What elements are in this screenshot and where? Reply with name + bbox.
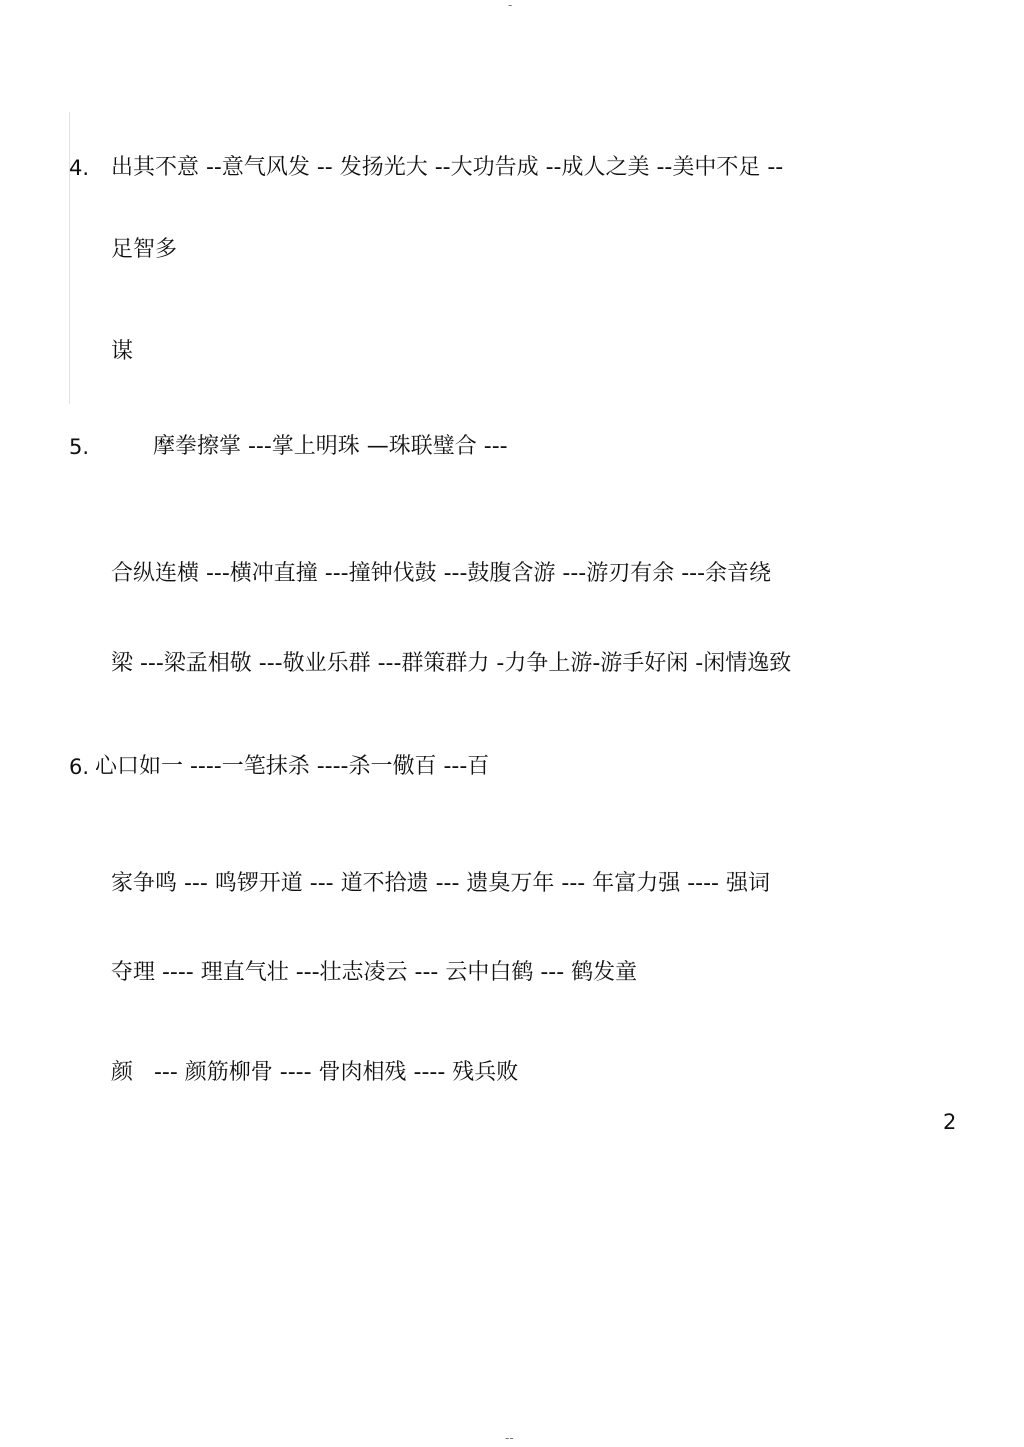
- item-line: 合纵连横 ---横冲直撞 ---撞钟伐鼓 ---鼓腹含游 ---游刃有余 ---余音绕: [111, 561, 772, 586]
- item-line: 出其不意 --意气风发 -- 发扬光大 --大功告成 --成人之美 --美中不足 --: [111, 155, 784, 180]
- item-line: 家争鸣 --- 鸣锣开道 --- 道不拾遗 --- 遗臭万年 --- 年富力强 ---- 强词: [111, 871, 770, 896]
- item-line: 颜 --- 颜筋柳骨 ---- 骨肉相残 ---- 残兵败: [111, 1060, 519, 1085]
- item-line: 足智多: [111, 237, 178, 262]
- item-line: 谋: [111, 339, 134, 364]
- item-line: 心口如一 ----一笔抹杀 ----杀一儆百 ---百: [95, 754, 490, 779]
- footer-mark: --: [505, 1431, 514, 1445]
- item-number: 6.: [69, 755, 90, 779]
- item-line: 夺理 ---- 理直气壮 ---壮志凌云 --- 云中白鹤 --- 鹤发童: [111, 960, 638, 985]
- page-number: 2: [943, 1110, 957, 1134]
- item-line: 梁 ---梁孟相敬 ---敬业乐群 ---群策群力 -力争上游-游手好闲 -闲情逸致: [111, 651, 792, 676]
- item-number: 4.: [69, 156, 90, 180]
- header-mark: -: [508, 0, 513, 12]
- item-line: 摩拳擦掌 ---掌上明珠 —珠联璧合 ---: [153, 434, 508, 459]
- item-number: 5.: [69, 435, 90, 459]
